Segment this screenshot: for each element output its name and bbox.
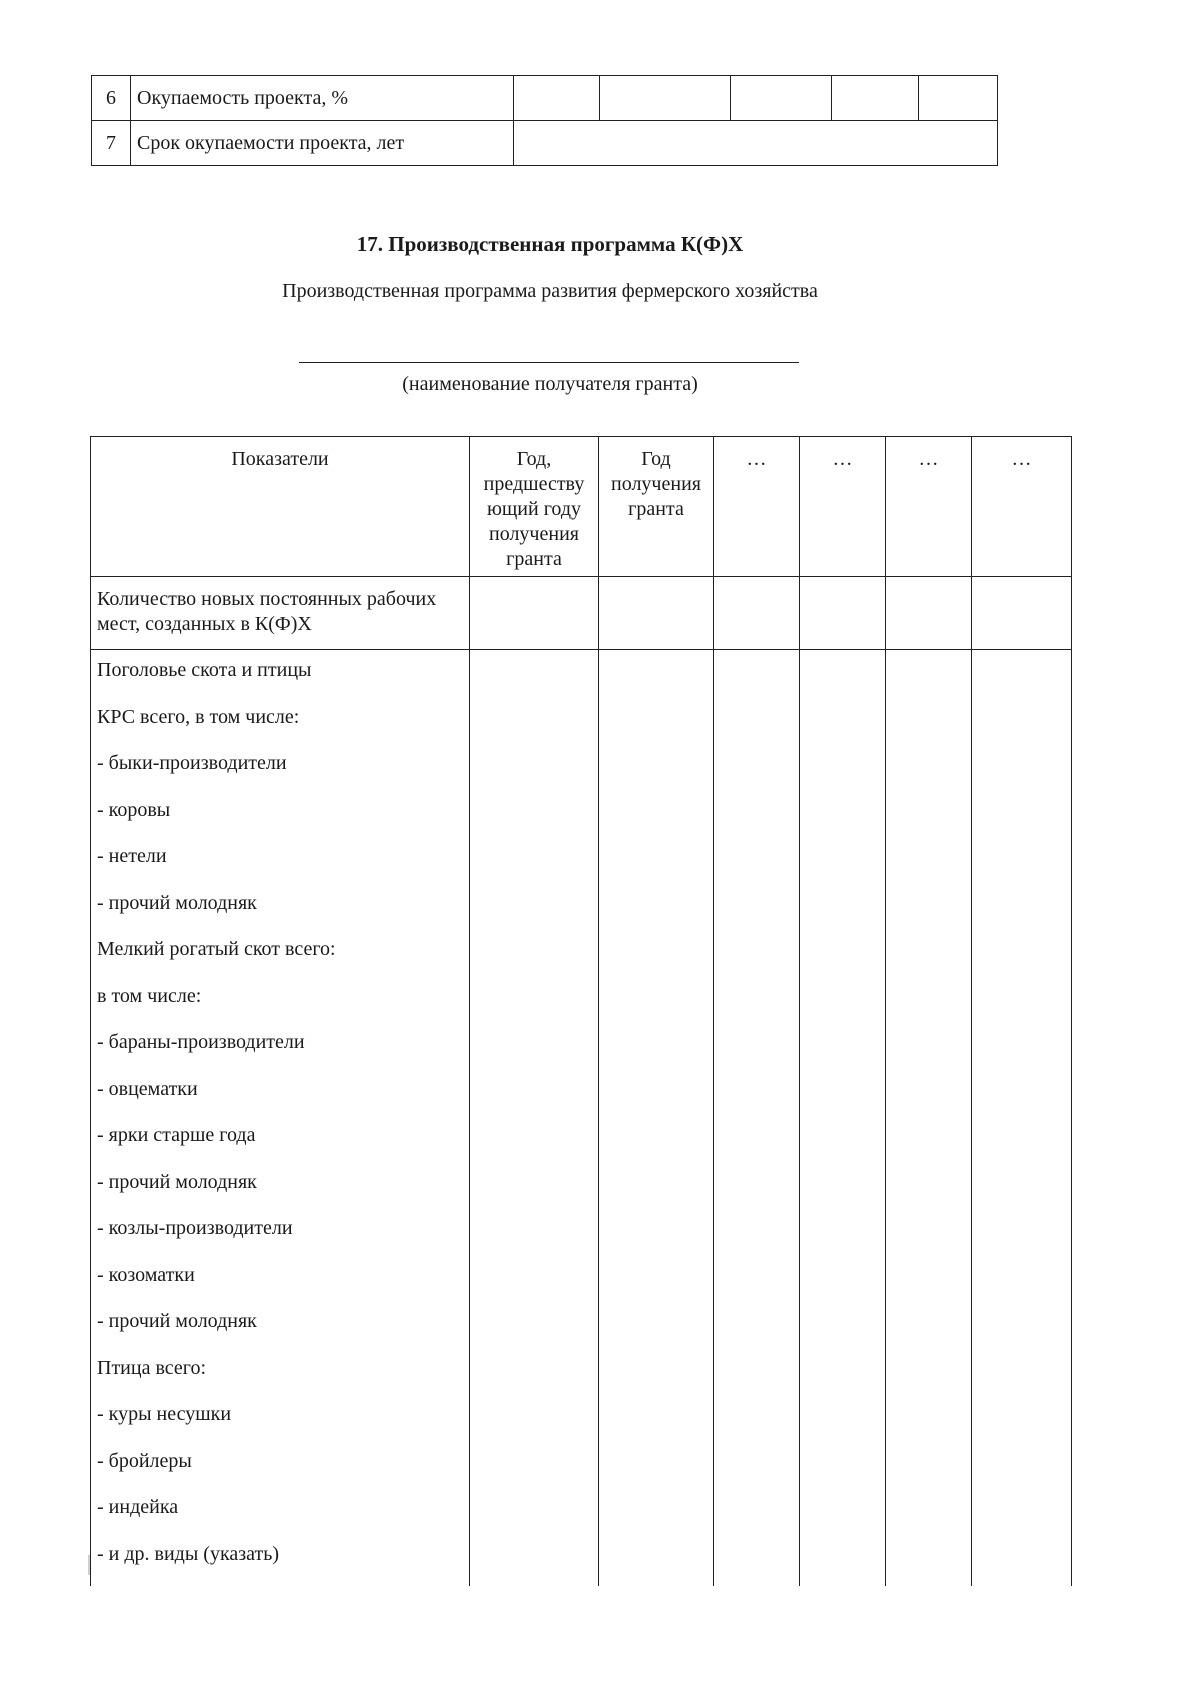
value-cell[interactable] — [731, 76, 832, 121]
table-row — [91, 650, 1072, 1587]
scan-artifact — [88, 1555, 90, 1575]
value-cell[interactable] — [714, 577, 800, 650]
livestock-indicators-cell — [91, 650, 470, 1587]
header-indicators: Показатели — [91, 437, 470, 577]
value-cell[interactable] — [886, 650, 972, 1587]
table-row — [92, 76, 998, 121]
row-number: 7 — [92, 121, 131, 166]
value-cell[interactable] — [800, 577, 886, 650]
value-cell[interactable] — [832, 76, 919, 121]
livestock-item: - и др. виды (указать) — [97, 1542, 280, 1565]
livestock-item: - нетели — [97, 845, 167, 867]
section-title: 17. Производственная программа К(Ф)Х — [356, 232, 744, 256]
row-label-jobs: Количество новых постоянных рабочих мест, созданных в К(Ф)Х — [91, 577, 470, 650]
header-ellipsis: … — [972, 437, 1072, 577]
livestock-item: - прочий молодняк — [97, 1310, 257, 1332]
livestock-item: - бройлеры — [97, 1449, 192, 1472]
livestock-item: - индейка — [97, 1496, 179, 1518]
livestock-item: - куры несушки — [97, 1403, 232, 1425]
livestock-item: - бараны-производители — [97, 1031, 305, 1053]
livestock-item: - овцематки — [97, 1077, 198, 1100]
value-cell[interactable] — [600, 76, 731, 121]
livestock-item: - козлы-производители — [97, 1217, 293, 1239]
value-cell[interactable] — [514, 121, 998, 166]
livestock-item: Птица всего: — [97, 1356, 207, 1379]
livestock-item: - прочий молодняк — [97, 1170, 257, 1193]
payback-table — [91, 75, 998, 166]
value-cell[interactable] — [470, 577, 599, 650]
livestock-item: - прочий молодняк — [97, 891, 257, 914]
value-cell[interactable] — [514, 76, 600, 121]
row-number: 6 — [92, 76, 131, 121]
value-cell[interactable] — [800, 650, 886, 1587]
header-year-grant: Год получения гранта — [599, 437, 714, 577]
value-cell[interactable] — [972, 577, 1072, 650]
table-row — [91, 577, 1072, 650]
livestock-item: Поголовье скота и птицы — [97, 659, 312, 681]
livestock-item: - ярки старше года — [97, 1124, 256, 1146]
livestock-item: - козоматки — [97, 1263, 195, 1286]
table-row — [92, 121, 998, 166]
value-cell[interactable] — [886, 577, 972, 650]
livestock-item: - коровы — [97, 798, 171, 821]
section-subtitle: Производственная программа развития фермерского хозяйства — [282, 280, 818, 302]
livestock-item: в том числе: — [97, 984, 202, 1007]
value-cell[interactable] — [470, 650, 599, 1587]
value-cell[interactable] — [599, 577, 714, 650]
value-cell[interactable] — [919, 76, 998, 121]
production-program-table — [90, 436, 1072, 1586]
recipient-name-caption: (наименование получателя гранта) — [402, 373, 698, 395]
livestock-list — [91, 650, 469, 1586]
row-label: Срок окупаемости проекта, лет — [131, 121, 514, 166]
header-year-before: Год, предшеству ющий году получения гранта — [470, 437, 599, 577]
value-cell[interactable] — [714, 650, 800, 1587]
header-ellipsis: … — [800, 437, 886, 577]
value-cell[interactable] — [599, 650, 714, 1587]
header-row — [91, 437, 1072, 577]
livestock-item: КРС всего, в том числе: — [97, 705, 300, 728]
livestock-item: Мелкий рогатый скот всего: — [97, 938, 336, 960]
header-ellipsis: … — [714, 437, 800, 577]
header-ellipsis: … — [886, 437, 972, 577]
value-cell[interactable] — [972, 650, 1072, 1587]
row-label: Окупаемость проекта, % — [131, 76, 514, 121]
livestock-item: - быки-производители — [97, 752, 287, 774]
recipient-name-field[interactable] — [299, 362, 799, 363]
